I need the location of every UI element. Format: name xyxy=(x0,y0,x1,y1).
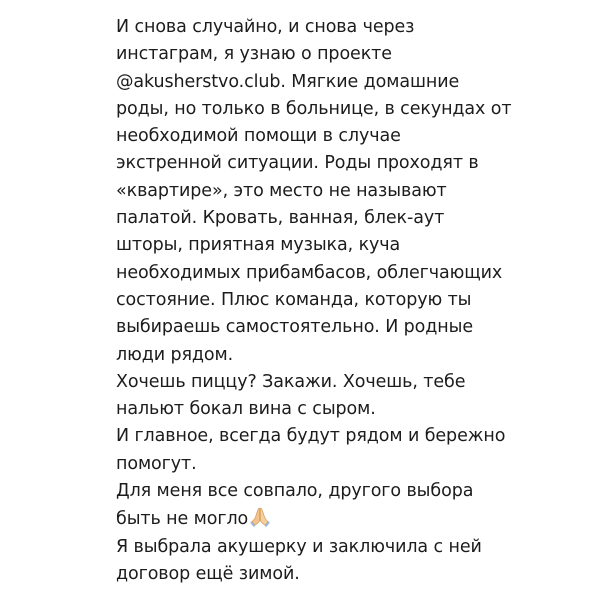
text-line: @akusherstvo.club. Мягкие домашние xyxy=(116,71,460,92)
text-line: И снова случайно, и снова через xyxy=(116,17,415,37)
text-line: быть не могло xyxy=(116,509,249,530)
text-line: инстаграм, я узнаю о проекте xyxy=(116,44,392,65)
text-line: помогут. xyxy=(116,453,197,474)
text-line: шторы, приятная музыка, куча xyxy=(116,235,401,256)
folded-hands-icon xyxy=(249,505,271,527)
text-line: палатой. Кровать, ванная, блек-аут xyxy=(116,208,445,229)
text-line: Я выбрала акушерку и заключила с ней xyxy=(116,536,482,557)
text-line-with-emoji xyxy=(116,505,586,533)
text-line: «квартире», это место не называют xyxy=(116,180,447,201)
post-text xyxy=(116,14,586,588)
text-line: договор ещё зимой. xyxy=(116,563,300,584)
text-line: И главное, всегда будут рядом и бережно xyxy=(116,426,506,447)
text-line: роды, но только в больнице, в секундах от xyxy=(116,98,512,119)
text-line: состояние. Плюс команда, которую ты xyxy=(116,289,472,310)
text-line: люди рядом. xyxy=(116,344,234,365)
text-line: Хочешь пиццу? Закажи. Хочешь, тебе xyxy=(116,371,466,392)
text-line: выбираешь самостоятельно. И родные xyxy=(116,317,474,338)
text-line: нальют бокал вина с сыром. xyxy=(116,399,376,420)
text-line: Для меня все совпало, другого выбора xyxy=(116,481,474,502)
text-line: необходимой помощи в случае xyxy=(116,126,401,147)
text-line: необходимых прибамбасов, облегчающих xyxy=(116,262,503,283)
text-line: экстренной ситуации. Роды проходят в xyxy=(116,153,479,174)
